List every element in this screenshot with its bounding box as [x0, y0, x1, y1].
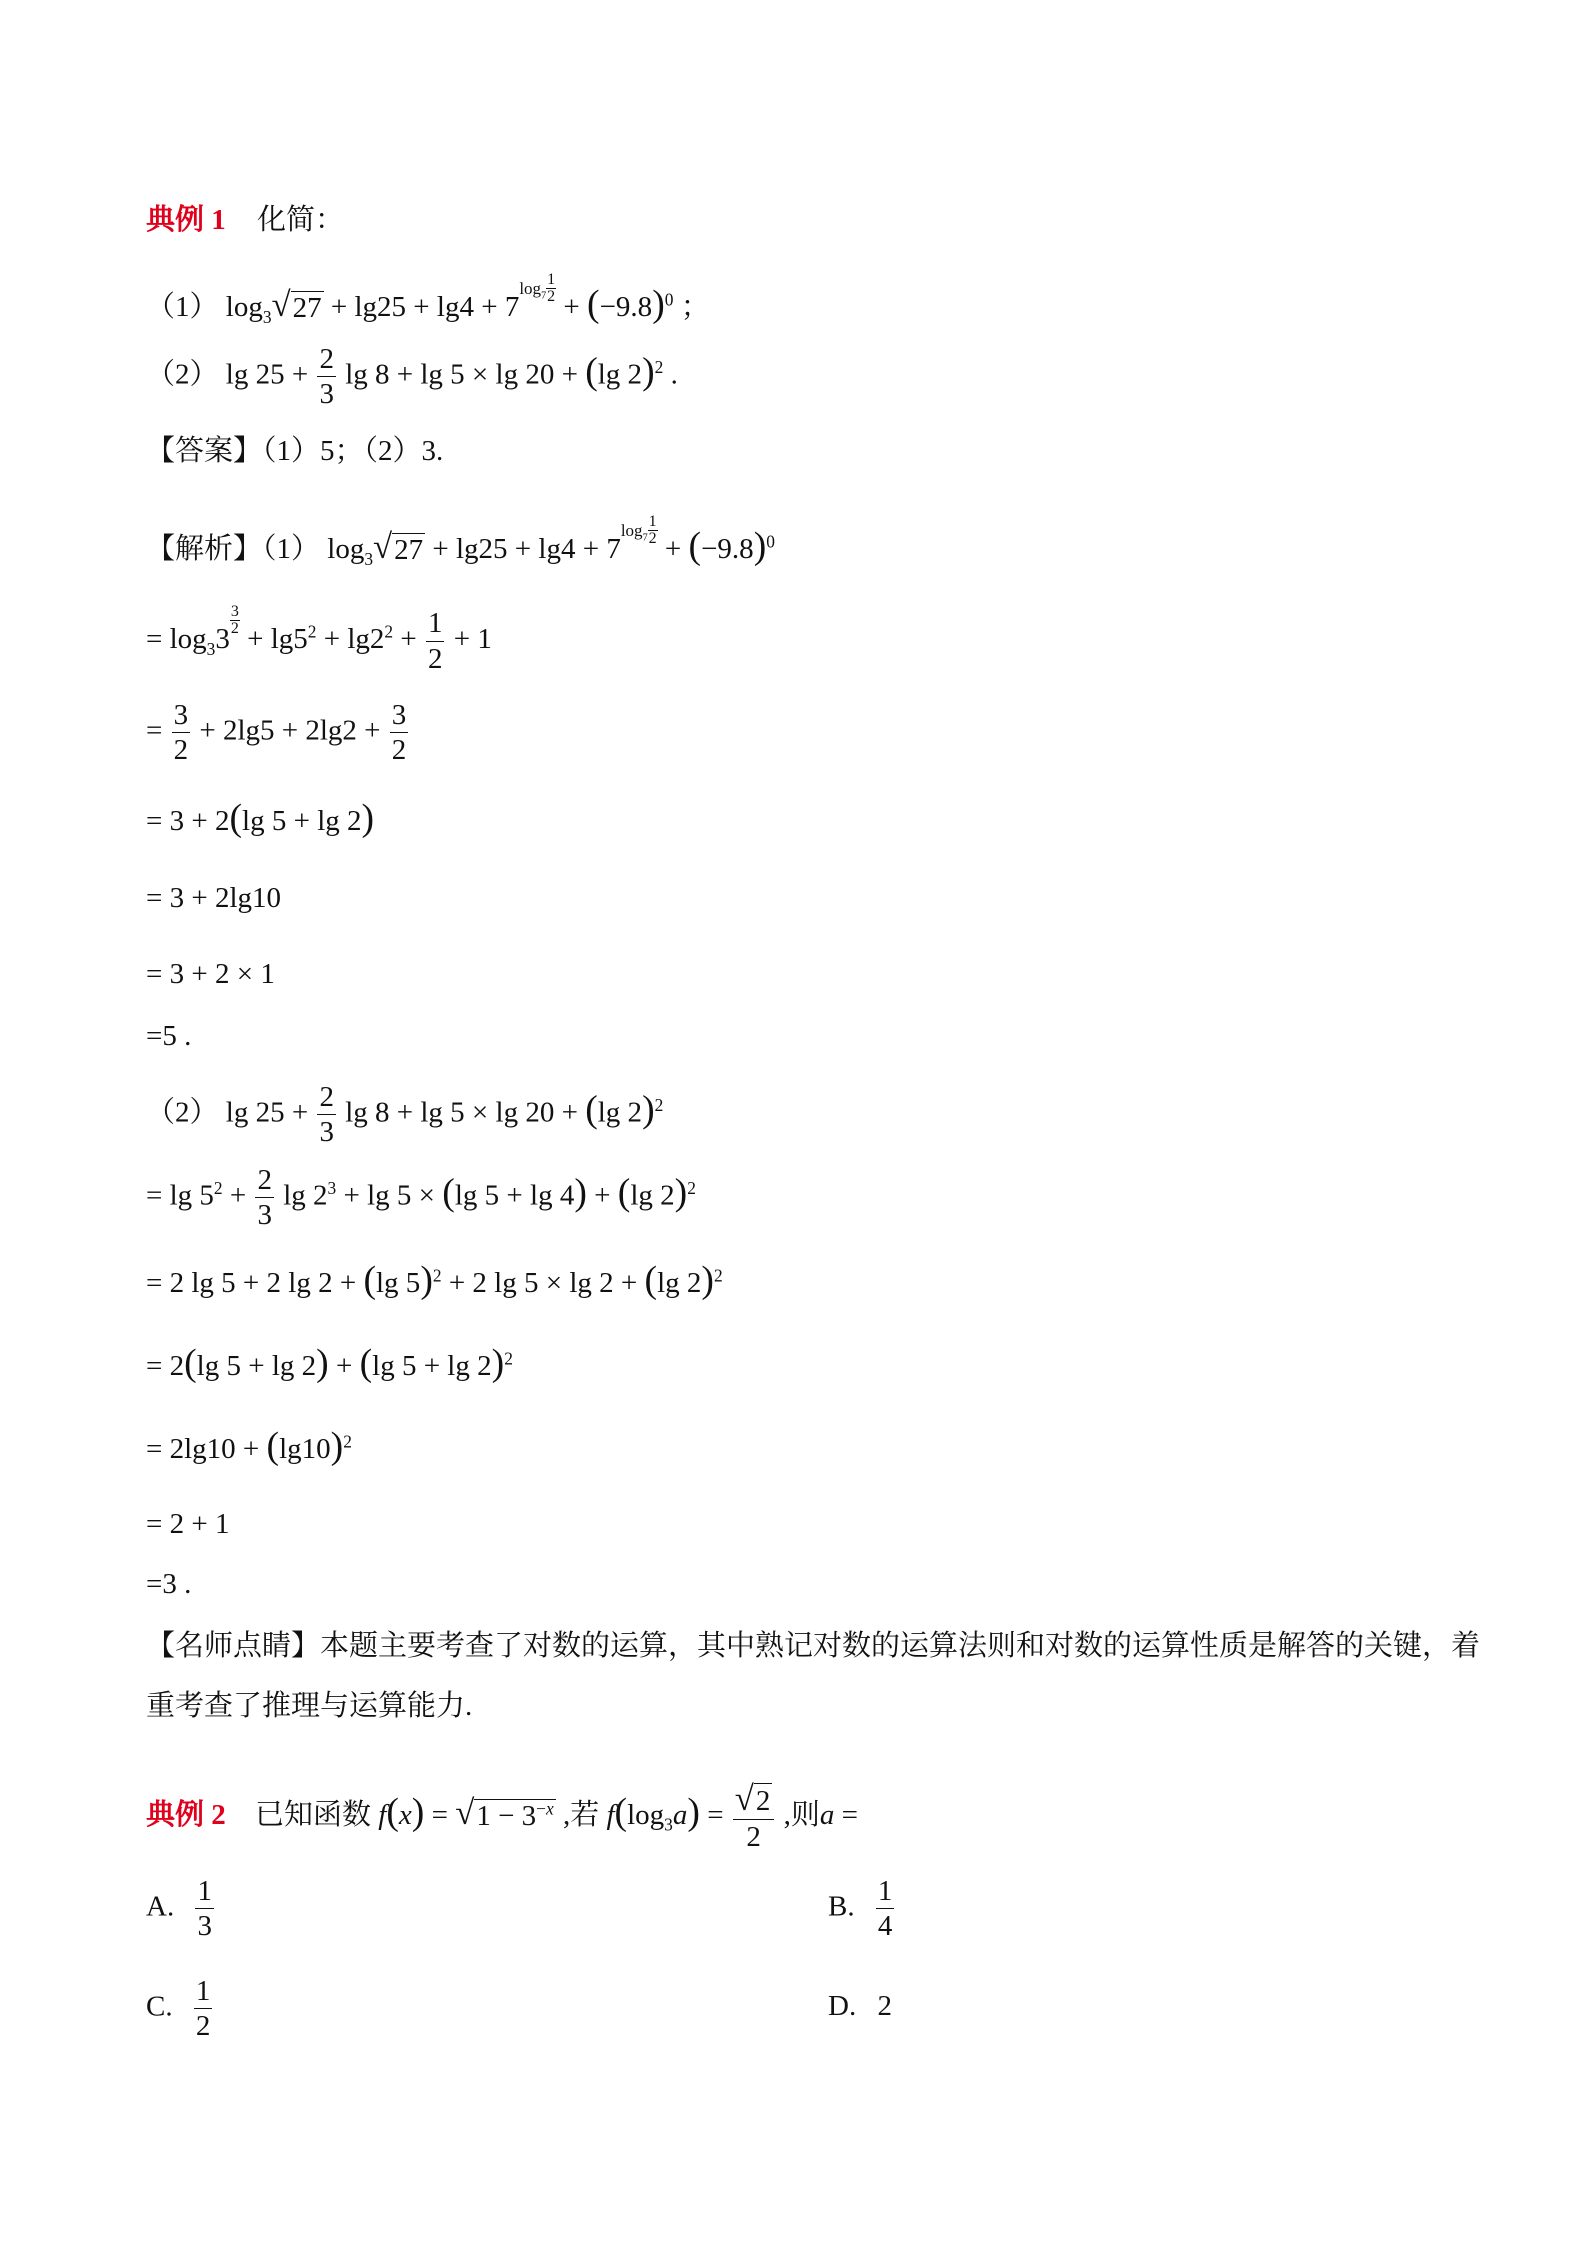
analysis-part2-step-1: = $\lg 5^2$ + $\frac{2}{3}$ $\lg 2^3 + \lg 5 \times (\lg$ 5 + lg 4) + (lg 2)$^2$	[146, 1164, 696, 1232]
analysis-part2-line: （2） lg 25 + $\frac{2}{3}$ lg 8 + lg 5 × lg 20 + (lg 2)$^2$	[146, 1081, 664, 1149]
q2-suffix: .	[670, 358, 678, 391]
analysis-part2-step-4: = $2\lg 10 + (\lg 10)^2$	[146, 1425, 352, 1467]
analysis-line-1: 【解析】（1） $\log_3$ √ 27 + $\lg 25 + \lg 4 + 7\log_7$ $\frac{1}{2}$ + $(-9.8)^0$	[146, 513, 775, 569]
analysis-step-4: = 3 + 2lg10	[146, 882, 282, 914]
tip-line-1: 【名师点睛】本题主要考查了对数的运算，其中熟记对数的运算法则和对数的运算性质是解答的关键，着	[146, 1630, 1481, 1662]
analysis-part2-label: （2）	[146, 1096, 219, 1129]
analysis-step-5: = 3 + 2 × 1	[146, 958, 275, 990]
question-2: （2） lg 25 + $\frac{2}{3}$ lg 8 + lg 5 × lg 20 + (lg 2)$^2$ .	[146, 343, 678, 411]
analysis-part2-step-3: = 2(lg 5 + lg 2) + (lg 5 + lg 2)$^2$	[146, 1342, 513, 1384]
option-b-value: $\frac{1}{4}$	[877, 1875, 893, 1943]
analysis-part2-step-2: = 2 lg 5 + 2 lg 2 + (lg 5)$^2$ + 2 lg 5 × lg 2 + (lg 2)$^2$	[146, 1259, 723, 1301]
analysis-step-1: = $\log_33$ $\frac{3}{2}$ + $\lg 5^2 + \lg 2^2$ + $\frac{1}{2}$ + 1	[146, 603, 492, 675]
answer-line: 【答案】（1）5；（2）3.	[146, 435, 444, 467]
analysis-part2-step-5: = 2 + 1	[146, 1508, 230, 1540]
analysis-result-2: =3 .	[146, 1568, 192, 1600]
analysis-step-2: = $\frac{3}{2}$ + 2lg5 + 2lg2 + $\frac{3}{2}$	[146, 699, 407, 767]
option-d-letter: D.	[828, 1990, 857, 2022]
option-d[interactable]	[828, 1990, 892, 2023]
q1-prefix: （1）	[146, 291, 219, 323]
example1-heading	[146, 206, 344, 235]
q2-prefix: （2）	[146, 358, 219, 391]
option-c[interactable]	[146, 1976, 214, 2042]
option-b[interactable]	[828, 1876, 896, 1942]
example2-text-c: ,则	[783, 1798, 820, 1831]
option-c-value: $\frac{1}{2}$	[195, 1975, 211, 2043]
option-d-value: 2	[877, 1990, 892, 2022]
example2-question: 典例 2 已知函数 f(x) = √ $1 - 3^{-x}$ ,若 $f(\log_3a)$ = √ 2 2 ,则a =	[146, 1779, 859, 1853]
q1-suffix: ；	[680, 291, 710, 323]
option-a-letter: A.	[146, 1890, 175, 1923]
analysis-label: 【解析】（1）	[146, 533, 321, 565]
analysis-result-1: =5 .	[146, 1020, 192, 1052]
example1-label: 典例 1	[146, 204, 226, 236]
option-a[interactable]	[146, 1876, 216, 1942]
question-1: （1） $\log_3$ √ 27 + $\lg 25 + \lg 4 + 7\log_7$ $\frac{1}{2}$ + $(-9.8)^0$ ；	[146, 271, 710, 327]
option-c-letter: C.	[146, 1990, 173, 2023]
example2-text-b: ,若	[562, 1798, 600, 1831]
tip-line-2: 重考查了推理与运算能力.	[146, 1690, 473, 1722]
analysis-step-3: = 3 + 2(lg 5 + lg 2)	[146, 797, 375, 839]
option-a-value: $\frac{1}{3}$	[197, 1875, 212, 1943]
example2-label: 典例 2	[146, 1798, 226, 1831]
example2-text-a: 已知函数	[255, 1798, 372, 1831]
option-b-letter: B.	[828, 1890, 855, 1923]
example1-title: 化简：	[257, 204, 345, 236]
